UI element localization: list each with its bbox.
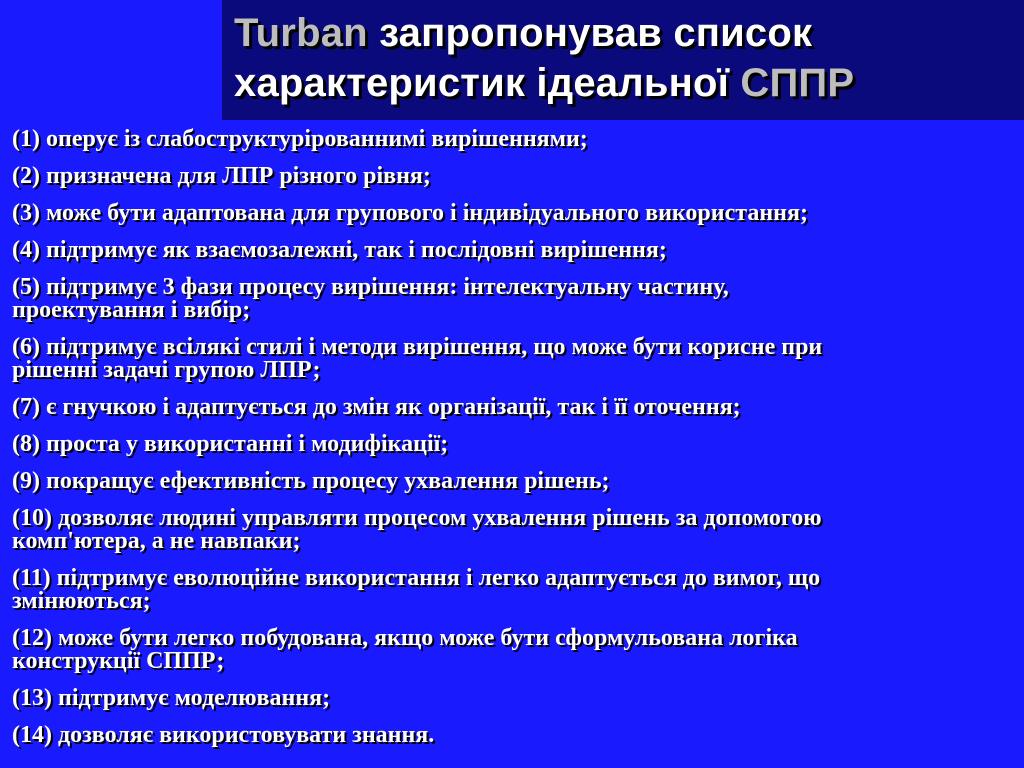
list-item-line: (3) може бути адаптована для групового і індивідуального використання;: [12, 200, 808, 226]
list-item-line: (9) покращує ефективність процесу ухвалення рішень;: [12, 468, 610, 494]
list-item: [12, 724, 1024, 747]
list-item: [12, 470, 1024, 493]
title-bar: [222, 0, 1024, 120]
list-item-line: (4) підтримує як взаємозалежні, так і послідовні вирішення;: [12, 237, 667, 263]
list-item: [12, 687, 1024, 710]
characteristics-list: [12, 128, 1024, 761]
list-item-line: (6) підтримує всілякі стилі і методи вирішення, що може бути корисне при: [12, 334, 823, 360]
list-item: [12, 165, 1024, 188]
list-item: [12, 627, 1024, 673]
list-item-line: (2) призначена для ЛПР різного рівня;: [12, 163, 431, 189]
list-item-line: комп'ютера, а не навпаки;: [12, 528, 301, 554]
list-item-line: (13) підтримує моделювання;: [12, 685, 331, 711]
list-item: [12, 239, 1024, 262]
title-accent-turban: Turban: [234, 11, 368, 55]
list-item: [12, 276, 1024, 322]
list-item: [12, 507, 1024, 553]
list-item: [12, 336, 1024, 382]
list-item-line: (1) оперує із слабоструктурірованнимі вирішеннями;: [12, 126, 588, 152]
list-item: [12, 433, 1024, 456]
title-line2-text: характеристик ідеальної: [234, 61, 741, 105]
list-item-line: конструкції СППР;: [12, 648, 225, 674]
list-item-line: (11) підтримує еволюційне використання і легко адаптується до вимог, що: [12, 565, 821, 591]
list-item: [12, 202, 1024, 225]
list-item-line: (7) є гнучкою і адаптується до змін як організації, так і її оточення;: [12, 394, 741, 420]
list-item-line: рішенні задачі групою ЛПР;: [12, 357, 321, 383]
list-item-line: (8) проста у використанні і модифікації;: [12, 431, 449, 457]
list-item-line: (5) підтримує 3 фази процесу вирішення: інтелектуальну частину,: [12, 274, 729, 300]
list-item: [12, 396, 1024, 419]
list-item-line: (12) може бути легко побудована, якщо може бути сформульована логіка: [12, 625, 798, 651]
slide-title: [234, 8, 1014, 108]
list-item: [12, 128, 1024, 151]
list-item: [12, 567, 1024, 613]
list-item-line: (10) дозволяє людині управляти процесом ухвалення рішень за допомогою: [12, 505, 822, 531]
list-item-line: (14) дозволяє використовувати знання.: [12, 722, 435, 748]
title-accent-sppr: СППР: [740, 61, 855, 105]
title-line1-text: запропонував список: [367, 11, 813, 55]
list-item-line: проектування і вибір;: [12, 297, 251, 323]
list-item-line: змінюються;: [12, 588, 151, 614]
